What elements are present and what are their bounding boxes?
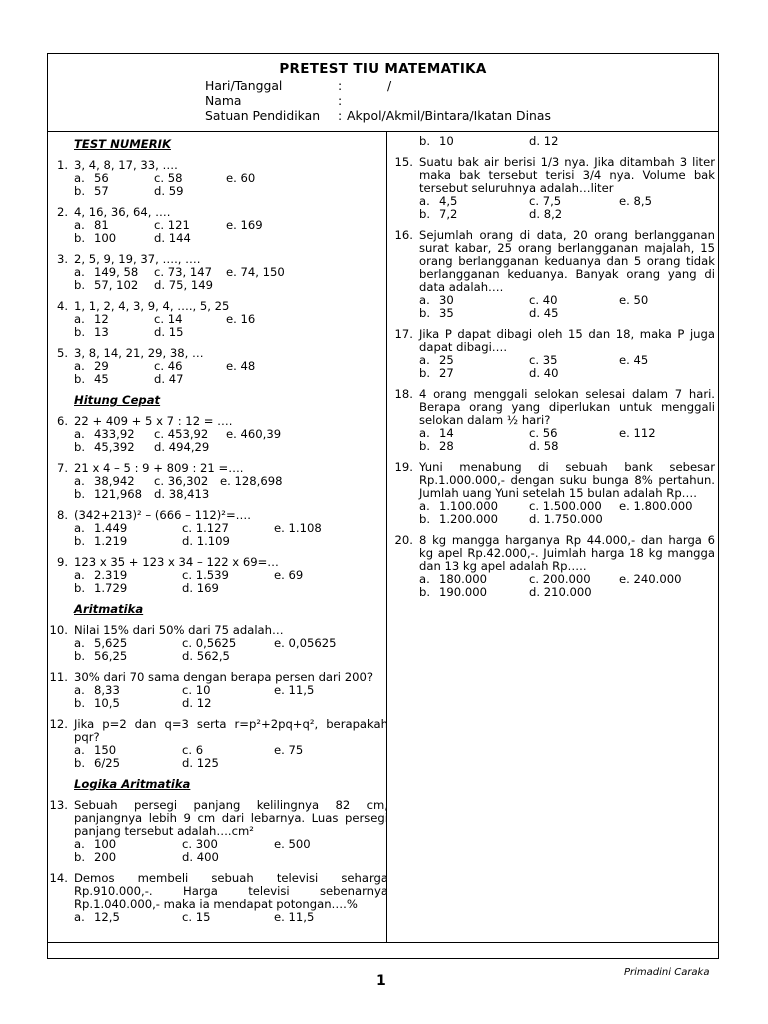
answer-option: c. 0,5625 [182, 636, 237, 650]
option-value: 121,968 [94, 487, 142, 501]
question-item [48, 253, 388, 292]
question-text: Sebuah persegi panjang kelilingnya 82 cm, panjangnya lebih 9 cm dari lebarnya. Luas persegi panjang tersebut adalah….cm² [74, 798, 388, 838]
header-value-school: Akpol/Akmil/Bintara/Ikatan Dinas [347, 108, 551, 123]
option-value: 190.000 [439, 585, 487, 599]
question-text: 8 kg mangga harganya Rp 44.000,- dan harga 6 kg apel Rp.42.000,-. Juimlah harga 18 kg mangga dan 13 kg apel adalah Rp….. [419, 533, 715, 573]
option-value: 1.449 [94, 521, 128, 535]
option-letter: b. [419, 512, 431, 526]
option-letter: b. [419, 585, 431, 599]
option-value: 1.100.000 [439, 499, 499, 513]
answer-option: c. 6 [182, 743, 204, 757]
answer-options [74, 219, 388, 245]
answer-option: d. 58 [529, 439, 559, 453]
question-item [393, 388, 715, 453]
option-letter: a. [74, 521, 85, 535]
answer-option: c. 1.127 [182, 521, 229, 535]
option-letter: b. [74, 440, 86, 454]
answer-option: e. 0,05625 [274, 636, 337, 650]
answer-options [74, 838, 388, 864]
exam-sheet [47, 53, 719, 959]
answer-row [74, 911, 388, 924]
option-value: 56 [94, 171, 109, 185]
question-number: 6. [56, 414, 68, 428]
answer-row [74, 582, 388, 595]
answer-option: e. 240.000 [619, 572, 682, 586]
answer-option: e. 50 [619, 293, 649, 307]
option-value: 2.319 [94, 568, 128, 582]
option-value: 13 [94, 325, 109, 339]
option-value: 25 [439, 353, 454, 367]
section-heading: Logika Aritmatika [74, 777, 191, 791]
question-item [48, 462, 388, 501]
option-letter: b. [74, 372, 86, 386]
option-value: 14 [439, 426, 454, 440]
header-colon: : [338, 93, 343, 108]
option-letter: a. [74, 636, 85, 650]
answer-option: c. 36,302 [154, 474, 209, 488]
option-value: 57 [94, 184, 109, 198]
answer-option: e. 1.800.000 [619, 499, 693, 513]
answer-option: d. 562,5 [182, 649, 230, 663]
answer-option: e. 169 [226, 218, 263, 232]
question-text: 2, 5, 9, 19, 37, …., …. [74, 252, 201, 266]
answer-option: e. 460,39 [226, 427, 282, 441]
answer-option: e. 74, 150 [226, 265, 285, 279]
answer-option: e. 11,5 [274, 910, 315, 924]
answer-option: e. 69 [274, 568, 304, 582]
answer-row [74, 279, 388, 292]
question-item [393, 135, 715, 148]
answer-options [419, 354, 715, 380]
question-item [48, 799, 388, 864]
question-text: 22 + 409 + 5 x 7 : 12 = …. [74, 414, 233, 428]
answer-option: d. 15 [154, 325, 184, 339]
answer-row [419, 586, 715, 599]
answer-option: e. 8,5 [619, 194, 652, 208]
answer-option: c. 10 [182, 683, 211, 697]
question-number: 10. [49, 623, 68, 637]
header-label: Hari/Tanggal [205, 78, 283, 93]
question-number: 12. [49, 717, 68, 731]
answer-row [419, 135, 715, 148]
answer-option: d. 12 [529, 134, 559, 148]
option-letter: b. [74, 534, 86, 548]
option-value: 27 [439, 366, 454, 380]
option-letter: b. [74, 696, 86, 710]
answer-option: d. 47 [154, 372, 184, 386]
question-number: 11. [49, 670, 68, 684]
option-letter: b. [74, 850, 86, 864]
option-letter: b. [74, 756, 86, 770]
option-value: 29 [94, 359, 109, 373]
answer-options [419, 573, 715, 599]
author-credit: Primadini Caraka [624, 967, 710, 978]
option-value: 4,5 [439, 194, 458, 208]
question-item [48, 556, 388, 595]
answer-options [419, 135, 715, 148]
exam-title: PRETEST TIU MATEMATIKA [279, 61, 487, 77]
question-number: 18. [394, 387, 413, 401]
question-item [393, 461, 715, 526]
answer-options [74, 172, 388, 198]
option-letter: a. [74, 910, 85, 924]
option-value: 200 [94, 850, 117, 864]
option-value: 433,92 [94, 427, 135, 441]
left-column [48, 138, 388, 932]
answer-option: c. 15 [182, 910, 211, 924]
answer-row [74, 360, 388, 373]
question-number: 1. [56, 158, 68, 172]
answer-option: e. 112 [619, 426, 656, 440]
question-text: 3, 8, 14, 21, 29, 38, … [74, 346, 204, 360]
option-letter: b. [74, 278, 86, 292]
answer-option: d. 144 [154, 231, 191, 245]
answer-options [419, 427, 715, 453]
question-text: Nilai 15% dari 50% dari 75 adalah… [74, 623, 284, 637]
answer-row [419, 294, 715, 307]
answer-options [74, 911, 388, 924]
question-text: Yuni menabung di sebuah bank sebesar Rp.1.000.000,- dengan suku bunga 8% pertahun. Jumlah uang Yuni setelah 15 bulan adalah Rp…. [419, 460, 715, 500]
answer-option: d. 400 [182, 850, 219, 864]
question-text: 3, 4, 8, 17, 33, …. [74, 158, 178, 172]
answer-option: c. 200.000 [529, 572, 591, 586]
right-column [393, 135, 715, 607]
answer-options [74, 266, 388, 292]
answer-option: e. 11,5 [274, 683, 315, 697]
bottom-divider [48, 942, 718, 943]
answer-option: d. 169 [182, 581, 219, 595]
option-letter: b. [74, 325, 86, 339]
option-value: 100 [94, 231, 117, 245]
option-value: 1.200.000 [439, 512, 499, 526]
answer-option: d. 210.000 [529, 585, 592, 599]
answer-option: d. 1.750.000 [529, 512, 603, 526]
answer-row [419, 513, 715, 526]
option-letter: a. [74, 218, 85, 232]
answer-row [74, 441, 388, 454]
answer-row [74, 185, 388, 198]
answer-options [74, 684, 388, 710]
answer-option: e. 16 [226, 312, 256, 326]
option-letter: a. [74, 171, 85, 185]
answer-row [419, 307, 715, 320]
question-item [48, 624, 388, 663]
answer-options [74, 522, 388, 548]
question-number: 5. [56, 346, 68, 360]
answer-option: c. 73, 147 [154, 265, 212, 279]
answer-options [419, 294, 715, 320]
option-letter: a. [419, 293, 430, 307]
answer-option: e. 500 [274, 837, 311, 851]
option-letter: b. [419, 134, 431, 148]
answer-row [74, 650, 388, 663]
answer-option: e. 75 [274, 743, 304, 757]
question-number: 20. [394, 533, 413, 547]
question-number: 3. [56, 252, 68, 266]
option-letter: b. [74, 581, 86, 595]
answer-options [74, 744, 388, 770]
answer-option: e. 1.108 [274, 521, 322, 535]
option-value: 180.000 [439, 572, 487, 586]
option-value: 35 [439, 306, 454, 320]
section-heading: Hitung Cepat [74, 393, 161, 407]
answer-row [419, 440, 715, 453]
option-letter: a. [74, 265, 85, 279]
question-item [393, 328, 715, 380]
answer-row [74, 219, 388, 232]
question-number: 19. [394, 460, 413, 474]
question-text: Jika p=2 dan q=3 serta r=p²+2pq+q², berapakah pqr? [74, 717, 388, 744]
answer-option: d. 59 [154, 184, 184, 198]
option-letter: b. [74, 231, 86, 245]
option-value: 150 [94, 743, 117, 757]
option-value: 5,625 [94, 636, 128, 650]
option-value: 8,33 [94, 683, 120, 697]
answer-options [74, 637, 388, 663]
option-value: 45,392 [94, 440, 135, 454]
answer-option: c. 35 [529, 353, 558, 367]
answer-row [74, 172, 388, 185]
question-text: Demos membeli sebuah televisi seharga Rp.910.000,-. Harga televisi sebenarnya Rp.1.040.000,- maka ia mendapat potongan….% [74, 871, 388, 911]
answer-option: e. 48 [226, 359, 256, 373]
header-label: Nama [205, 93, 242, 108]
option-value: 12 [94, 312, 109, 326]
answer-option: c. 1.539 [182, 568, 229, 582]
answer-row [74, 757, 388, 770]
option-letter: a. [74, 743, 85, 757]
option-letter: a. [74, 683, 85, 697]
answer-option: c. 1.500.000 [529, 499, 602, 513]
answer-row [74, 232, 388, 245]
question-number: 15. [394, 155, 413, 169]
answer-option: d. 125 [182, 756, 219, 770]
option-value: 100 [94, 837, 117, 851]
question-text: (342+213)² – (666 – 112)²=…. [74, 508, 251, 522]
answer-row [419, 367, 715, 380]
answer-options [74, 360, 388, 386]
answer-row [74, 851, 388, 864]
answer-option: c. 121 [154, 218, 190, 232]
option-value: 57, 102 [94, 278, 139, 292]
section-heading: Aritmatika [74, 602, 144, 616]
answer-row [74, 326, 388, 339]
answer-row [74, 697, 388, 710]
header-label: Satuan Pendidikan [205, 108, 321, 123]
question-item [48, 671, 388, 710]
question-number: 8. [56, 508, 68, 522]
answer-option: c. 300 [182, 837, 218, 851]
answer-option: d. 8,2 [529, 207, 563, 221]
answer-option: c. 56 [529, 426, 558, 440]
question-item [48, 415, 388, 454]
question-text: Sejumlah orang di data, 20 orang berlangganan surat kabar, 25 orang berlangganan majalah, 15 orang berlangganan keduanya dan 5 orang tidak berlangganan keduanya. Banyak orang yang di data adalah…. [419, 228, 715, 294]
option-letter: a. [74, 427, 85, 441]
answer-option: c. 7,5 [529, 194, 562, 208]
option-letter: b. [419, 207, 431, 221]
option-letter: b. [74, 184, 86, 198]
option-value: 1.729 [94, 581, 128, 595]
option-letter: a. [419, 426, 430, 440]
question-text: 21 x 4 – 5 : 9 + 809 : 21 =…. [74, 461, 244, 475]
question-item [48, 872, 388, 924]
question-text: 123 x 35 + 123 x 34 – 122 x 69=… [74, 555, 279, 569]
option-letter: b. [419, 306, 431, 320]
question-number: 7. [56, 461, 68, 475]
answer-option: c. 453,92 [154, 427, 209, 441]
question-item [393, 534, 715, 599]
question-text: Suatu bak air berisi 1/3 nya. Jika ditambah 3 liter maka bak tersebut terisi 3/4 nya. Volume bak tersebut seluruhnya adalah…liter [419, 155, 715, 195]
answer-option: e. 128,698 [220, 474, 283, 488]
option-letter: a. [74, 474, 85, 488]
option-value: 7,2 [439, 207, 458, 221]
answer-row [74, 313, 388, 326]
question-number: 16. [394, 228, 413, 242]
question-item [48, 300, 388, 339]
answer-option: d. 75, 149 [154, 278, 213, 292]
answer-options [419, 195, 715, 221]
answer-option: d. 40 [529, 366, 559, 380]
section-heading: TEST NUMERIK [74, 137, 171, 151]
option-letter: a. [419, 499, 430, 513]
option-value: 45 [94, 372, 109, 386]
option-value: 10 [439, 134, 454, 148]
question-text: Jika P dapat dibagi oleh 15 dan 18, maka P juga dapat dibagi…. [419, 327, 715, 354]
header-colon: : [338, 78, 343, 93]
answer-row [74, 488, 388, 501]
answer-option: d. 38,413 [154, 487, 210, 501]
question-item [48, 159, 388, 198]
answer-option: e. 60 [226, 171, 256, 185]
option-value: 30 [439, 293, 454, 307]
option-letter: a. [74, 568, 85, 582]
option-letter: a. [74, 359, 85, 373]
question-text: 4 orang menggali selokan selesai dalam 7 hari. Berapa orang yang diperlukan untuk menggali selokan dalam ½ hari? [419, 387, 715, 427]
option-value: 81 [94, 218, 109, 232]
option-letter: a. [74, 837, 85, 851]
answer-options [74, 569, 388, 595]
answer-row [74, 838, 388, 851]
question-number: 2. [56, 205, 68, 219]
option-value: 38,942 [94, 474, 135, 488]
answer-option: c. 46 [154, 359, 183, 373]
option-letter: b. [419, 439, 431, 453]
option-value: 6/25 [94, 756, 121, 770]
option-letter: a. [419, 353, 430, 367]
option-value: 1.219 [94, 534, 128, 548]
answer-option: c. 58 [154, 171, 183, 185]
answer-options [74, 313, 388, 339]
header-colon: : [338, 108, 343, 123]
question-item [48, 718, 388, 770]
answer-options [74, 475, 388, 501]
option-value: 10,5 [94, 696, 120, 710]
question-text: 4, 16, 36, 64, …. [74, 205, 171, 219]
answer-row [74, 373, 388, 386]
answer-row [74, 684, 388, 697]
answer-option: e. 45 [619, 353, 649, 367]
question-item [48, 347, 388, 386]
question-number: 9. [56, 555, 68, 569]
answer-options [74, 428, 388, 454]
answer-row [419, 427, 715, 440]
option-letter: b. [419, 366, 431, 380]
answer-option: d. 494,29 [154, 440, 210, 454]
question-text: 30% dari 70 sama dengan berapa persen dari 200? [74, 670, 373, 684]
question-text: 1, 1, 2, 4, 3, 9, 4, …., 5, 25 [74, 299, 230, 313]
option-letter: a. [74, 312, 85, 326]
question-number: 17. [394, 327, 413, 341]
answer-row [74, 535, 388, 548]
question-number: 14. [49, 871, 68, 885]
option-letter: b. [74, 649, 86, 663]
answer-option: d. 12 [182, 696, 212, 710]
option-letter: b. [74, 487, 86, 501]
option-letter: a. [419, 194, 430, 208]
question-number: 4. [56, 299, 68, 313]
question-item [393, 229, 715, 320]
question-item [48, 206, 388, 245]
answer-row [419, 208, 715, 221]
question-item [48, 509, 388, 548]
question-item [393, 156, 715, 221]
question-number: 13. [49, 798, 68, 812]
answer-option: d. 1.109 [182, 534, 230, 548]
header-value-date: / [387, 78, 392, 93]
answer-row [74, 744, 388, 757]
option-letter: a. [419, 572, 430, 586]
option-value: 28 [439, 439, 454, 453]
answer-option: d. 45 [529, 306, 559, 320]
answer-option: c. 40 [529, 293, 558, 307]
answer-option: c. 14 [154, 312, 183, 326]
header-divider [48, 131, 718, 132]
answer-row [419, 354, 715, 367]
option-value: 56,25 [94, 649, 128, 663]
option-value: 149, 58 [94, 265, 139, 279]
answer-options [419, 500, 715, 526]
answer-row [419, 195, 715, 208]
option-value: 12,5 [94, 910, 120, 924]
page-number: 1 [376, 973, 386, 989]
